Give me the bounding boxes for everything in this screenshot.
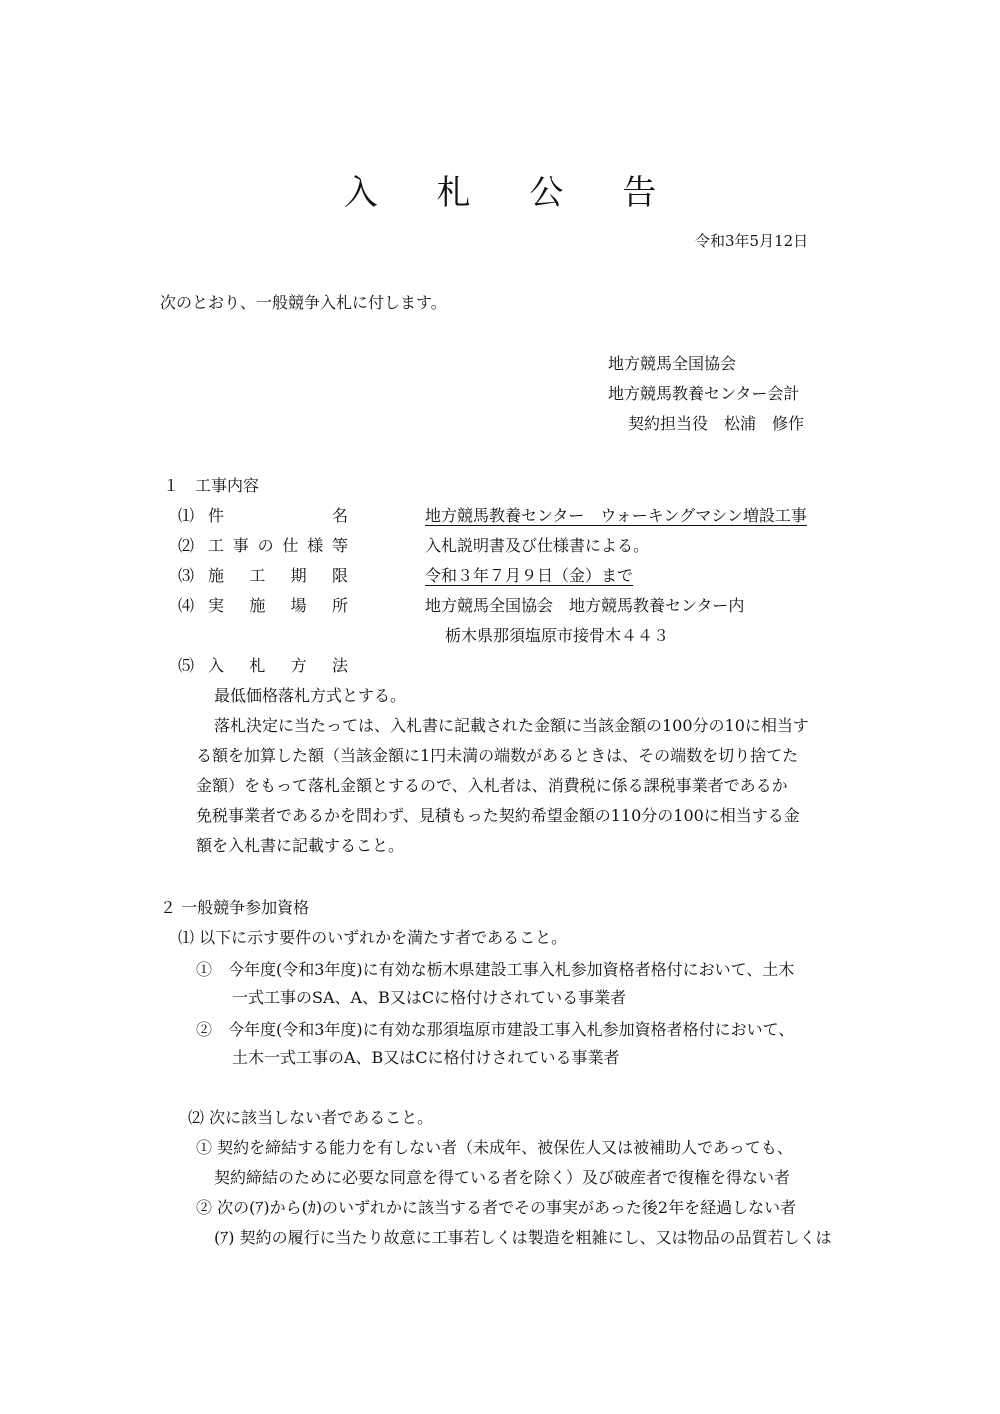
- item1-num: ⑴: [178, 506, 195, 525]
- exclusion-2: ② 次の(ｱ)から(ｶ)のいずれかに該当する者でその事実があった後2年を経過しない者: [196, 1198, 797, 1217]
- item2-value: 入札説明書及び仕様書による。: [425, 536, 650, 555]
- item4-value: 地方競馬全国協会 地方競馬教養センター内: [425, 596, 745, 615]
- item2-label: 工事の仕様等: [208, 536, 348, 555]
- method-line-6: 額を入札書に記載すること。: [196, 836, 405, 855]
- method-line-5: 免税事業者であるかを問わず、見積もった契約希望金額の110分の100に相当する金: [196, 806, 800, 825]
- method-line-3: る額を加算した額（当該金額に1円未満の端数があるときは、その端数を切り捨てた: [196, 746, 799, 765]
- exclusion-1-line1: ① 契約を締結する能力を有しない者（未成年、被保佐人又は被補助人であっても、: [196, 1138, 793, 1157]
- item3-num: ⑶: [178, 566, 195, 585]
- method-line-4: 金額）をもって落札金額とするので、入札者は、消費税に係る課税事業者であるか: [196, 776, 788, 795]
- item5-label: 入 札 方 法: [208, 656, 348, 675]
- issuer-dept: 地方競馬教養センター会計: [608, 384, 800, 403]
- requirement-2-line2: 土木一式工事のA、B又はCに格付けされている事業者: [232, 1048, 620, 1067]
- exclusion-1-line2: 契約締結のために必要な同意を得ている者を除く）及び破産者で復権を得ない者: [214, 1168, 791, 1187]
- item1-value: 地方競馬教養センター ウォーキングマシン増設工事: [425, 506, 807, 525]
- section2-sub1: ⑴ 以下に示す要件のいずれかを満たす者であること。: [178, 928, 568, 947]
- section2-sub2: ⑵ 次に該当しない者であること。: [188, 1108, 434, 1127]
- item4-num: ⑷: [178, 596, 195, 615]
- requirement-1-line1: ① 今年度(令和3年度)に有効な栃木県建設工事入札参加資格者格付において、土木: [196, 960, 795, 979]
- item1-label: 件 名: [208, 506, 348, 525]
- item3-label: 施 工 期 限: [208, 566, 348, 585]
- requirement-1-line2: 一式工事のSA、A、B又はCに格付けされている事業者: [232, 988, 627, 1007]
- section2-heading: ２ 一般競争参加資格: [160, 898, 310, 917]
- notice-date: 令和3年5月12日: [695, 232, 809, 250]
- item5-num: ⑸: [178, 656, 195, 675]
- item4-label: 実 施 場 所: [208, 596, 348, 615]
- issuer-org: 地方競馬全国協会: [608, 354, 737, 373]
- page-title: 入 札 公 告: [343, 173, 681, 213]
- item2-num: ⑵: [178, 536, 195, 555]
- issuer-officer: 契約担当役 松浦 修作: [628, 414, 805, 433]
- item4-value-address: 栃木県那須塩原市接骨木４４３: [445, 626, 670, 645]
- method-line-2: 落札決定に当たっては、入札書に記載された金額に当該金額の100分の10に相当す: [214, 716, 809, 735]
- intro-text: 次のとおり、一般競争入札に付します。: [160, 293, 447, 312]
- exclusion-2a: (ｱ) 契約の履行に当たり故意に工事若しくは製造を粗雑にし、又は物品の品質若しくは: [214, 1228, 832, 1247]
- section1-heading: １ 工事内容: [163, 476, 260, 495]
- item3-value: 令和３年７月９日（金）まで: [425, 566, 634, 585]
- requirement-2-line1: ② 今年度(令和3年度)に有効な那須塩原市建設工事入札参加資格者格付において、: [196, 1020, 795, 1039]
- method-line-1: 最低価格落札方式とする。: [214, 686, 407, 705]
